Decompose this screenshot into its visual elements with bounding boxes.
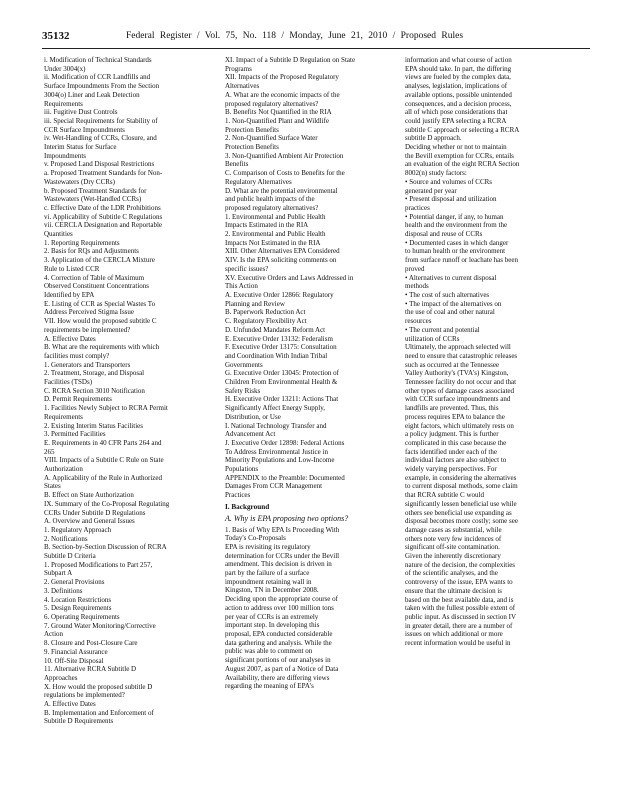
text-line: individual factors are also subject to bbox=[405, 456, 507, 465]
text-line: 6. Operating Requirements bbox=[44, 613, 120, 621]
text-line: F. Executive Order 13175: Consultation bbox=[225, 343, 337, 352]
text-line: based on the best available data, and is bbox=[405, 595, 514, 604]
text-line: 3004(o) Liner and Leak Detection bbox=[44, 90, 140, 99]
text-line: Authorization bbox=[44, 465, 83, 474]
text-line: 5. Design Requirements bbox=[44, 604, 112, 613]
text-line: 4. Location Restrictions bbox=[44, 595, 112, 604]
text-line: CCRs Under Subtitle D Regulations bbox=[44, 508, 146, 517]
text-line: 8. Closure and Post-Closure Care bbox=[44, 639, 138, 648]
text-line: I. National Technology Transfer and bbox=[225, 421, 327, 430]
text-line: • Source and volumes of CCRs bbox=[405, 177, 493, 186]
text-line: 3. Application of the CERCLA Mixture bbox=[44, 256, 155, 265]
text-line: E. Executive Order 13132: Federalism bbox=[225, 334, 333, 343]
text-line: 7. Ground Water Monitoring/Corrective bbox=[44, 621, 156, 630]
text-line: D. Permit Requirements bbox=[44, 395, 112, 404]
text-line: b. Proposed Treatment Standards for bbox=[44, 186, 147, 195]
text-line: D. What are the potential environmental bbox=[225, 186, 338, 195]
text-line: facilities must comply? bbox=[44, 351, 110, 360]
text-line: public was able to comment on bbox=[225, 647, 313, 656]
text-line: 2. Existing Interim Status Facilities bbox=[44, 421, 143, 430]
text-line: Rule to Listed CCR bbox=[44, 264, 100, 273]
text-line: 4. Correction of Table of Maximum bbox=[44, 273, 145, 282]
text-line: Impacts Estimated in the RIA bbox=[225, 221, 309, 230]
text-line: Identified by EPA bbox=[44, 290, 95, 299]
text-line: data gathering and analysis. While the bbox=[225, 638, 332, 647]
text-line: others see beneficial use expanding as bbox=[405, 508, 512, 517]
text-line: requirements be implemented? bbox=[44, 325, 131, 334]
text-line: Distribution, or Use bbox=[225, 412, 281, 421]
text-line: 1. Environmental and Public Health bbox=[225, 212, 326, 221]
text-line: Protection Benefits bbox=[225, 143, 279, 152]
text-line: to human health or the environment bbox=[405, 247, 506, 256]
text-line: 2. Non-Quantified Surface Water bbox=[225, 134, 318, 143]
toc-continued bbox=[225, 56, 393, 500]
text-line: a. Proposed Treatment Standards for Non- bbox=[44, 169, 163, 178]
text-line: from surface runoff or leachate has been bbox=[405, 256, 518, 265]
text-line: v. Proposed Land Disposal Restrictions bbox=[44, 160, 155, 169]
text-line: the use of coal and other natural bbox=[405, 308, 495, 317]
text-line: B. Effect on State Authorization bbox=[44, 491, 134, 500]
text-line: other types of damage cases associated bbox=[405, 386, 515, 395]
text-line: 2. Basis for RQs and Adjustments bbox=[44, 247, 139, 256]
text-line: with CCR surface impoundments and bbox=[405, 395, 511, 404]
text-line: iii. Fugitive Dust Controls bbox=[44, 108, 118, 117]
text-line: eight factors, which ultimately rests on bbox=[405, 421, 514, 430]
text-line: nature of the decision, the complexities bbox=[405, 560, 516, 569]
text-line: 10. Off-Site Disposal bbox=[44, 656, 104, 665]
text-line: Advancement Act bbox=[225, 430, 276, 439]
text-line: Regulatory Alternatives bbox=[225, 177, 292, 186]
text-line: Wastewaters (Wet-Handled CCRs) bbox=[44, 195, 142, 204]
text-line: Action bbox=[44, 630, 64, 639]
text-line: to current disposal methods, some claim bbox=[405, 482, 518, 491]
text-line: amendment. This decision is driven in bbox=[225, 560, 332, 569]
text-line: 8002(n) study factors: bbox=[405, 169, 467, 178]
text-line: in greater detail, there are a number of bbox=[405, 621, 513, 630]
text-line: A. Overview and General Issues bbox=[44, 517, 135, 526]
text-line: taken with the fullest possible extent of bbox=[405, 604, 516, 613]
text-line: Subpart A bbox=[44, 569, 73, 578]
text-line: A. What are the economic impacts of the bbox=[225, 90, 340, 99]
text-line: Children From Environmental Health & bbox=[225, 378, 338, 387]
text-line: Alternatives bbox=[225, 82, 260, 91]
text-line: Safety Risks bbox=[225, 386, 261, 395]
header-rule bbox=[42, 48, 590, 49]
text-line: A. Applicability of the Rule in Authorized bbox=[44, 473, 163, 482]
text-line: Facilities (TSDs) bbox=[44, 378, 93, 387]
text-line: widely varying perspectives. For bbox=[405, 465, 497, 474]
text-line: A. Executive Order 12866: Regulatory bbox=[225, 290, 334, 299]
text-line: proposal, EPA conducted considerable bbox=[225, 630, 333, 638]
text-line: Given the inherently discretionary bbox=[405, 552, 501, 561]
text-line: Surface Impoundments From the Section bbox=[44, 82, 160, 91]
text-line: information and what course of action bbox=[405, 56, 512, 64]
text-line: need to ensure that catastrophic releases bbox=[405, 351, 518, 360]
text-line: Valley Authority's (TVA's) Kingston, bbox=[405, 369, 509, 378]
text-line: APPENDIX to the Preamble: Documented bbox=[225, 473, 345, 482]
text-line: disposal and reuse of CCRs bbox=[405, 230, 483, 239]
text-line: methods bbox=[405, 282, 429, 291]
text-line: impoundment retaining wall in bbox=[225, 577, 312, 586]
text-line: generated per year bbox=[405, 186, 457, 195]
text-line: X. How would the proposed subtitle D bbox=[44, 682, 153, 691]
text-line: 3. Non-Quantified Ambient Air Protection bbox=[225, 151, 344, 160]
text-line: E. Requirements in 40 CFR Parts 264 and bbox=[44, 438, 162, 447]
column-2 bbox=[225, 56, 393, 691]
text-line: consequences, and a decision process, bbox=[405, 99, 512, 108]
column-1 bbox=[44, 56, 212, 726]
text-line: Availability, there are differing views bbox=[225, 673, 330, 682]
text-line: Damages From CCR Management bbox=[225, 482, 323, 491]
text-line: B. Section-by-Section Discussion of RCRA bbox=[44, 543, 167, 552]
text-line: others note very few incidences of bbox=[405, 534, 502, 543]
text-line: Impoundments bbox=[44, 151, 86, 160]
text-line: action to address over 100 million tons bbox=[225, 603, 334, 612]
text-line: 1. Non-Quantified Plant and Wildlife bbox=[225, 116, 329, 125]
text-line: regarding the meaning of EPA's bbox=[225, 682, 314, 691]
text-line: 2. Environmental and Public Health bbox=[225, 230, 326, 239]
text-line: Planning and Review bbox=[225, 299, 285, 308]
text-line: 11. Alternative RCRA Subtitle D bbox=[44, 665, 137, 674]
text-line: EPA should take. In part, the differing bbox=[405, 64, 512, 73]
text-line: Quantities bbox=[44, 230, 73, 239]
text-line: an evaluation of the eight RCRA Section bbox=[405, 160, 520, 169]
text-line: health and the environment from the bbox=[405, 221, 508, 230]
text-line: VIII. Impacts of a Subtitle C Rule on State bbox=[44, 456, 164, 465]
text-line: part by the failure of a surface bbox=[225, 569, 310, 578]
text-line: example, in considering the alternatives bbox=[405, 473, 517, 482]
page-number: 35132 bbox=[42, 30, 70, 42]
text-line: ensure that the ultimate decision is bbox=[405, 586, 503, 595]
text-line: determination for CCRs under the Bevill bbox=[225, 551, 340, 560]
text-line: EPA is revisiting its regulatory bbox=[225, 542, 311, 551]
text-line: and Coordination With Indian Tribal bbox=[225, 351, 328, 360]
text-line: resources bbox=[405, 317, 432, 326]
text-line: Kingston, TN in December 2008. bbox=[225, 586, 319, 595]
text-line: 1. Proposed Modifications to Part 257, bbox=[44, 560, 153, 569]
text-line: Benefits bbox=[225, 160, 249, 169]
text-line: 3. Definitions bbox=[44, 586, 83, 595]
text-line: 1. Facilities Newly Subject to RCRA Permit bbox=[44, 404, 168, 413]
text-line: XIII. Other Alternatives EPA Considered bbox=[225, 247, 340, 256]
running-header bbox=[42, 30, 590, 46]
text-line: Today's Co-Proposals bbox=[225, 534, 286, 543]
text-line: Protection Benefits bbox=[225, 125, 279, 134]
text-line: 1. Reporting Requirements bbox=[44, 238, 120, 247]
text-line: of the scientific analyses, and the bbox=[405, 569, 498, 578]
text-line: C. Regulatory Flexibility Act bbox=[225, 317, 307, 326]
body-paragraph bbox=[225, 526, 393, 691]
text-line: VII. How would the proposed subtitle C bbox=[44, 317, 157, 326]
text-line: States bbox=[44, 482, 61, 491]
text-line: vi. Applicability of Subtitle C Regulations bbox=[44, 212, 163, 221]
text-line: complicated in this case because the bbox=[405, 438, 507, 447]
text-line: E. Listing of CCR as Special Wastes To bbox=[44, 299, 156, 308]
text-line: and public health impacts of the bbox=[225, 195, 315, 204]
text-line: 265 bbox=[44, 447, 55, 456]
text-line: 1. Basis of Why EPA Is Proceeding With bbox=[225, 525, 340, 534]
text-line: Address Perceived Stigma Issue bbox=[44, 308, 135, 317]
text-line: To Address Environmental Justice in bbox=[225, 447, 328, 456]
text-line: B. Benefits Not Quantified in the RIA bbox=[225, 108, 332, 117]
text-line: Observed Constituent Concentrations bbox=[44, 282, 149, 291]
text-line: regulations be implemented? bbox=[44, 691, 125, 700]
text-line: could justify EPA selecting a RCRA bbox=[405, 116, 507, 125]
text-line: Tennessee facility do not occur and that bbox=[405, 378, 517, 387]
section-heading: I. Background bbox=[225, 502, 270, 511]
text-line: per year of CCRs is an extremely bbox=[225, 612, 319, 621]
running-head: Federal Register / Vol. 75, No. 118 / Monday, June 21, 2010 / Proposed Rules bbox=[126, 31, 464, 41]
text-line: Requirements bbox=[44, 412, 83, 421]
text-line: significantly lessen beneficial use while bbox=[405, 499, 517, 508]
text-line: • Alternatives to current disposal bbox=[405, 273, 497, 282]
text-line: Ultimately, the approach selected will bbox=[405, 343, 511, 352]
text-line: Deciding upon the appropriate course of bbox=[225, 595, 338, 604]
text-line: Subtitle D Requirements bbox=[44, 717, 114, 726]
text-line: This Action bbox=[225, 282, 258, 291]
text-line: 3. Permitted Facilities bbox=[44, 430, 106, 439]
text-line: Minority Populations and Low-Income bbox=[225, 456, 335, 465]
text-line: • Present disposal and utilization bbox=[405, 195, 497, 204]
text-line: damage cases as substantial, while bbox=[405, 525, 502, 534]
text-line: Deciding whether or not to maintain bbox=[405, 143, 507, 152]
text-line: XI. Impact of a Subtitle D Regulation on State bbox=[225, 56, 356, 64]
text-line: that RCRA subtitle C would bbox=[405, 491, 484, 500]
text-line: practices bbox=[405, 203, 430, 212]
text-line: 9. Financial Assurance bbox=[44, 647, 108, 656]
text-line: significant portions of our analyses in bbox=[225, 656, 331, 665]
text-line: G. Executive Order 13045: Protection of bbox=[225, 369, 339, 378]
text-line: proved bbox=[405, 264, 425, 273]
text-line: proposed regulatory alternatives? bbox=[225, 203, 319, 212]
text-line: Populations bbox=[225, 465, 259, 474]
text-line: 1. Regulatory Approach bbox=[44, 525, 112, 534]
text-line: A. Effective Dates bbox=[44, 334, 96, 343]
text-line: B. Implementation and Enforcement of bbox=[44, 708, 154, 717]
text-line: controversy of the issue, EPA wants to bbox=[405, 578, 513, 587]
text-line: available options, possible unintended bbox=[405, 90, 512, 99]
text-line: B. Paperwork Reduction Act bbox=[225, 308, 306, 317]
text-line: all of which pose considerations that bbox=[405, 108, 508, 117]
text-line: process requires EPA to balance the bbox=[405, 412, 505, 421]
text-line: specific issues? bbox=[225, 264, 269, 273]
text-line: C. Comparison of Costs to Benefits for the bbox=[225, 169, 345, 178]
text-line: • The current and potential bbox=[405, 325, 480, 334]
text-line: C. RCRA Section 3010 Notification bbox=[44, 386, 145, 395]
text-line: facts identified under each of the bbox=[405, 447, 497, 456]
text-line: XV. Executive Orders and Laws Addressed in bbox=[225, 273, 354, 282]
text-line: Practices bbox=[225, 491, 251, 500]
text-line: Under 3004(x) bbox=[44, 64, 86, 73]
text-line: Programs bbox=[225, 64, 252, 73]
text-line: 1. Generators and Transporters bbox=[44, 360, 131, 369]
text-line: D. Unfunded Mandates Reform Act bbox=[225, 325, 326, 334]
text-line: 2. General Provisions bbox=[44, 578, 105, 587]
text-line: Impacts Not Estimated in the RIA bbox=[225, 238, 321, 247]
text-line: c. Effective Date of the LDR Prohibitions bbox=[44, 203, 161, 212]
text-line: 2. Notifications bbox=[44, 534, 88, 543]
column-3 bbox=[405, 56, 589, 648]
text-line: • The impact of the alternatives on bbox=[405, 299, 502, 308]
text-line: Subtitle D Criteria bbox=[44, 552, 96, 561]
text-line: public input. As discussed in section IV bbox=[405, 613, 517, 621]
text-line: ii. Modification of CCR Landfills and bbox=[44, 73, 151, 82]
text-line: important step. In developing this bbox=[225, 621, 320, 630]
text-line: • Documented cases in which danger bbox=[405, 238, 509, 247]
text-line: iv. Wet-Handling of CCRs, Closure, and bbox=[44, 134, 157, 143]
text-line: XIV. Is the EPA soliciting comments on bbox=[225, 256, 337, 265]
text-line: H. Executive Order 13211: Actions That bbox=[225, 395, 339, 404]
text-line: J. Executive Order 12898: Federal Actions bbox=[225, 438, 345, 447]
text-line: the Bevill exemption for CCRs, entails bbox=[405, 151, 514, 160]
text-line: subtitle D approach. bbox=[405, 134, 462, 143]
text-line: such as occurred at the Tennessee bbox=[405, 360, 500, 369]
text-line: subtitle C approach or selecting a RCRA bbox=[405, 125, 520, 134]
text-line: disposal becomes more costly; some see bbox=[405, 517, 518, 526]
text-line: XII. Impacts of the Proposed Regulatory bbox=[225, 73, 339, 82]
text-line: • Potential danger, if any, to human bbox=[405, 212, 504, 221]
text-line: issues on which additional or more bbox=[405, 630, 503, 639]
text-line: Interim Status for Surface bbox=[44, 143, 117, 152]
text-line: B. What are the requirements with which bbox=[44, 343, 160, 352]
text-line: August 2007, as part of a Notice of Data bbox=[225, 664, 339, 673]
text-line: recent information would be useful in bbox=[405, 639, 511, 648]
text-line: iii. Special Requirements for Stability of bbox=[44, 116, 158, 125]
subsection-heading: A. Why is EPA proposing two options? bbox=[225, 513, 349, 523]
text-line: i. Modification of Technical Standards bbox=[44, 56, 152, 64]
text-line: a policy judgment. This is further bbox=[405, 430, 499, 439]
text-line: analyses, legislation, implications of bbox=[405, 82, 508, 91]
text-line: Requirements bbox=[44, 99, 83, 108]
text-line: Significantly Affect Energy Supply, bbox=[225, 404, 325, 413]
text-line: CCR Surface Impoundments bbox=[44, 125, 125, 134]
text-line: 2. Treatment, Storage, and Disposal bbox=[44, 369, 145, 378]
text-line: significant off-site contamination. bbox=[405, 543, 500, 552]
text-line: Governments bbox=[225, 360, 263, 369]
text-line: utilization of CCRs bbox=[405, 334, 460, 343]
text-line: Wastewaters (Dry CCRs) bbox=[44, 177, 115, 186]
text-line: IX. Summary of the Co-Proposal Regulating bbox=[44, 499, 170, 508]
text-line: proposed regulatory alternatives? bbox=[225, 99, 319, 108]
text-line: views are fueled by the complex data, bbox=[405, 73, 511, 82]
text-line: vii. CERCLA Designation and Reportable bbox=[44, 221, 163, 230]
text-line: A. Effective Dates bbox=[44, 700, 96, 709]
text-line: landfills are prevented. Thus, this bbox=[405, 404, 499, 413]
text-line: Approaches bbox=[44, 673, 78, 682]
text-line: • The cost of such alternatives bbox=[405, 290, 490, 299]
